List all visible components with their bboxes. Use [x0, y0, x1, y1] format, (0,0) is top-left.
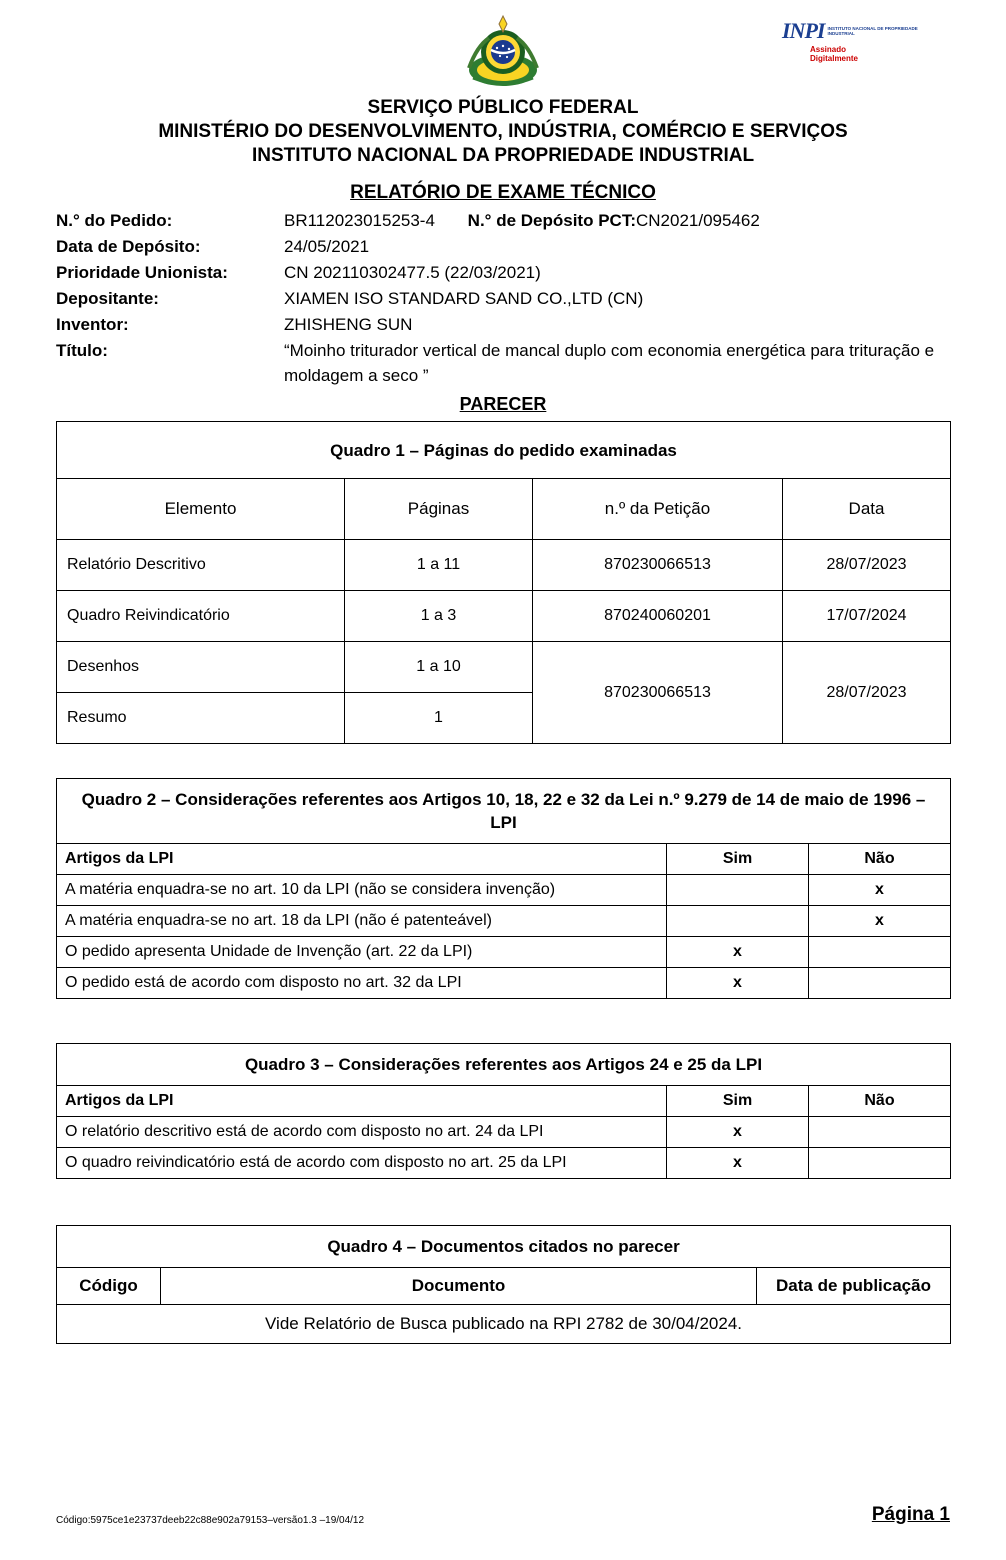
table-header-row — [57, 844, 951, 875]
field-titulo — [56, 338, 950, 388]
field-prioridade — [56, 260, 950, 286]
footer-page-number: Página 1 — [871, 1504, 950, 1525]
table-row — [57, 1305, 951, 1344]
pedido-value: BR112023015253-4 — [284, 211, 435, 230]
quadro3-header-nao: Não — [809, 1086, 951, 1117]
quadro2-section — [56, 778, 950, 999]
prioridade-label: Prioridade Unionista: — [56, 263, 228, 282]
quadro1-header-peticao: n.º da Petição — [533, 479, 783, 540]
brazil-coat-of-arms-icon — [453, 12, 553, 92]
quadro1-row2-paginas: 1 a 10 — [345, 642, 533, 693]
quadro1-row0-elemento: Relatório Descritivo — [57, 540, 345, 591]
quadro2-header-artigos: Artigos da LPI — [57, 844, 667, 875]
depositante-value: XIAMEN ISO STANDARD SAND CO.,LTD (CN) — [284, 289, 644, 308]
quadro1-section — [56, 421, 950, 744]
quadro3-caption: Quadro 3 – Considerações referentes aos Artigos 24 e 25 da LPI — [57, 1044, 951, 1086]
quadro2-row1-texto: A matéria enquadra-se no art. 18 da LPI (não é patenteável) — [57, 906, 667, 937]
pct-label: N.° de Depósito PCT: — [467, 211, 636, 230]
table-header-row — [57, 1086, 951, 1117]
quadro2-row0-texto: A matéria enquadra-se no art. 10 da LPI (não se considera invenção) — [57, 875, 667, 906]
gov-line-2: MINISTÉRIO DO DESENVOLVIMENTO, INDÚSTRIA, COMÉRCIO E SERVIÇOS — [158, 121, 848, 142]
government-header — [56, 96, 950, 168]
parecer-heading: PARECER — [459, 394, 547, 414]
table-header-row — [57, 1268, 951, 1305]
quadro1-row0-peticao: 870230066513 — [533, 540, 783, 591]
quadro4-section — [56, 1225, 950, 1344]
prioridade-value: CN 202110302477.5 (22/03/2021) — [284, 263, 541, 282]
quadro1-row2-peticao: 870230066513 — [533, 642, 783, 744]
inventor-value: ZHISHENG SUN — [284, 315, 413, 334]
table-row — [57, 642, 951, 693]
inpi-logo-subtitle: INSTITUTO NACIONAL DE PROPRIEDADE INDUSTRIAL — [827, 25, 918, 36]
quadro1-row3-elemento: Resumo — [57, 693, 345, 744]
quadro2-table — [56, 778, 951, 999]
quadro2-row2-nao — [809, 937, 951, 968]
table-row — [57, 591, 951, 642]
quadro1-row1-data: 17/07/2024 — [783, 591, 951, 642]
signature-line-2: Digitalmente — [810, 54, 859, 63]
quadro1-header-paginas: Páginas — [345, 479, 533, 540]
quadro2-row3-nao — [809, 968, 951, 999]
quadro3-header-sim: Sim — [667, 1086, 809, 1117]
quadro2-row1-nao: x — [809, 906, 951, 937]
quadro2-caption: Quadro 2 – Considerações referentes aos Artigos 10, 18, 22 e 32 da Lei n.º 9.279 de 14 de maio de 1996 – LPI — [57, 779, 951, 844]
bibliographic-data — [56, 208, 950, 388]
table-row — [57, 540, 951, 591]
quadro2-row1-sim — [667, 906, 809, 937]
quadro2-row2-sim: x — [667, 937, 809, 968]
pedido-label: N.° do Pedido: — [56, 211, 173, 230]
quadro2-header-sim: Sim — [667, 844, 809, 875]
data-deposito-value: 24/05/2021 — [284, 237, 370, 256]
titulo-label: Título: — [56, 341, 108, 360]
quadro2-row0-nao: x — [809, 875, 951, 906]
quadro1-row0-paginas: 1 a 11 — [345, 540, 533, 591]
quadro1-caption: Quadro 1 – Páginas do pedido examinadas — [57, 422, 951, 479]
quadro3-row0-texto: O relatório descritivo está de acordo com disposto no art. 24 da LPI — [57, 1117, 667, 1148]
titulo-value: “Moinho triturador vertical de mancal duplo com economia energética para trituração e moldagem a seco ” — [284, 341, 935, 385]
table-row — [57, 906, 951, 937]
field-pedido — [56, 208, 950, 234]
table-caption-row — [57, 1226, 951, 1268]
quadro2-row3-sim: x — [667, 968, 809, 999]
quadro4-table — [56, 1225, 951, 1344]
depositante-label: Depositante: — [56, 289, 159, 308]
quadro1-header-elemento: Elemento — [57, 479, 345, 540]
quadro2-row3-texto: O pedido está de acordo com disposto no art. 32 da LPI — [57, 968, 667, 999]
quadro4-note: Vide Relatório de Busca publicado na RPI 2782 de 30/04/2024. — [57, 1305, 951, 1344]
table-row — [57, 1117, 951, 1148]
quadro3-header-artigos: Artigos da LPI — [57, 1086, 667, 1117]
quadro2-row2-texto: O pedido apresenta Unidade de Invenção (art. 22 da LPI) — [57, 937, 667, 968]
quadro4-header-codigo: Código — [57, 1268, 161, 1305]
page-title: RELATÓRIO DE EXAME TÉCNICO — [350, 182, 656, 203]
quadro3-row0-nao — [809, 1117, 951, 1148]
inventor-label: Inventor: — [56, 315, 129, 334]
table-caption-row — [57, 1044, 951, 1086]
quadro4-caption: Quadro 4 – Documentos citados no parecer — [57, 1226, 951, 1268]
page-footer — [56, 1504, 950, 1526]
quadro4-header-data-publicacao: Data de publicação — [757, 1268, 951, 1305]
table-row — [57, 875, 951, 906]
quadro3-row1-texto: O quadro reivindicatório está de acordo com disposto no art. 25 da LPI — [57, 1148, 667, 1179]
field-inventor — [56, 312, 950, 338]
footer-document-code: Código:5975ce1e23737deeb22c88e902a79153–versão1.3 –19/04/12 — [56, 1515, 365, 1526]
gov-line-3: INSTITUTO NACIONAL DA PROPRIEDADE INDUSTRIAL — [251, 145, 755, 166]
table-row — [57, 968, 951, 999]
inpi-digital-signature-stamp — [782, 18, 922, 63]
data-deposito-label: Data de Depósito: — [56, 237, 201, 256]
quadro1-row1-paginas: 1 a 3 — [345, 591, 533, 642]
table-row — [57, 1148, 951, 1179]
quadro3-section — [56, 1043, 950, 1179]
quadro1-row1-peticao: 870240060201 — [533, 591, 783, 642]
table-header-row — [57, 479, 951, 540]
header-logos — [56, 0, 950, 92]
quadro1-row2-elemento: Desenhos — [57, 642, 345, 693]
quadro3-table — [56, 1043, 951, 1179]
quadro1-row2-data: 28/07/2023 — [783, 642, 951, 744]
quadro2-row0-sim — [667, 875, 809, 906]
quadro1-table — [56, 421, 951, 744]
quadro1-row0-data: 28/07/2023 — [783, 540, 951, 591]
table-caption-row — [57, 779, 951, 844]
quadro4-header-documento: Documento — [161, 1268, 757, 1305]
quadro3-row1-sim: x — [667, 1148, 809, 1179]
quadro1-header-data: Data — [783, 479, 951, 540]
signature-line-1: Assinado — [810, 45, 847, 54]
quadro2-header-nao: Não — [809, 844, 951, 875]
pct-value: CN2021/095462 — [635, 211, 760, 230]
inpi-logo-icon: INPI — [782, 18, 825, 43]
quadro1-row1-elemento: Quadro Reivindicatório — [57, 591, 345, 642]
gov-line-1: SERVIÇO PÚBLICO FEDERAL — [367, 97, 639, 118]
quadro3-row0-sim: x — [667, 1117, 809, 1148]
table-caption-row — [57, 422, 951, 479]
quadro1-row3-paginas: 1 — [345, 693, 533, 744]
field-depositante — [56, 286, 950, 312]
field-data-deposito — [56, 234, 950, 260]
quadro3-row1-nao — [809, 1148, 951, 1179]
table-row — [57, 937, 951, 968]
